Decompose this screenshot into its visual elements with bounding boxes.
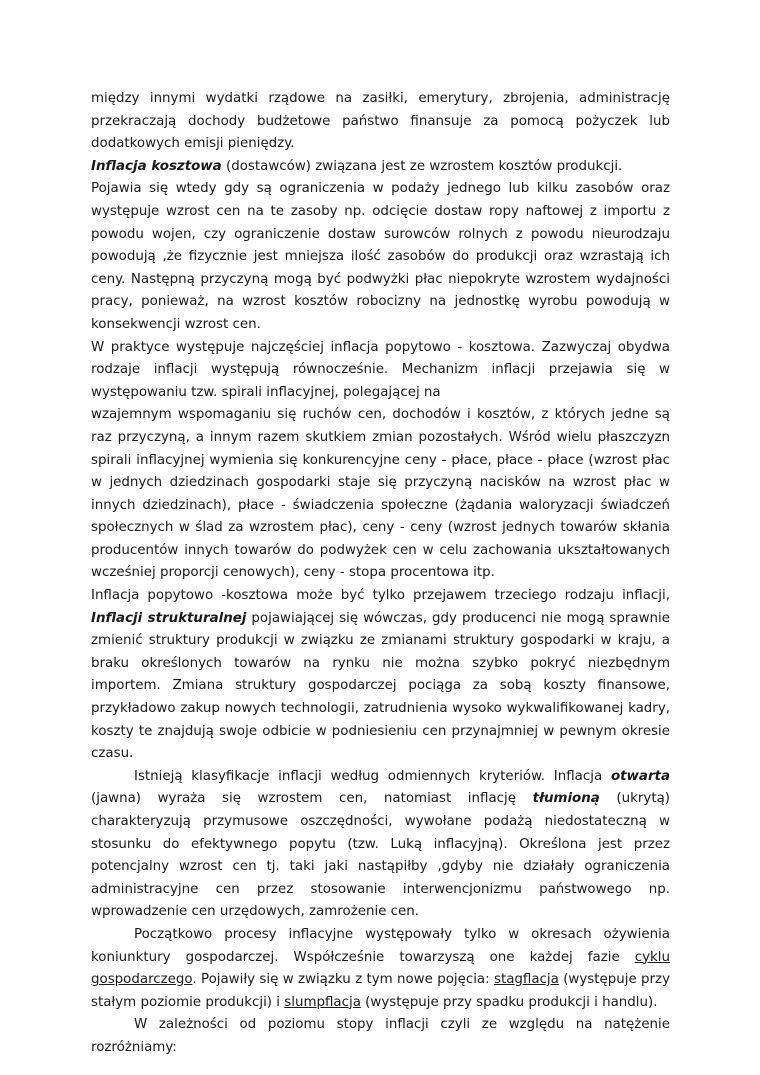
- paragraph-6: [91, 585, 670, 766]
- document-page: [91, 88, 670, 1060]
- term-otwarta: otwarta: [610, 768, 670, 784]
- text-run: . Pojawiły się w związku z tym nowe pojęcia:: [192, 972, 494, 988]
- paragraph-8: [91, 924, 670, 1014]
- text-run: (występuje przy spadku produkcji i handlu).: [360, 994, 658, 1010]
- link-stagflacja[interactable]: stagflacja: [493, 972, 559, 988]
- term-tlumiona: tłumioną: [532, 791, 600, 807]
- term-inflacji-strukturalnej: Inflacji strukturalnej: [91, 610, 247, 626]
- paragraph-7: [91, 766, 670, 924]
- text-run: W zależności od poziomu stopy inflacji czyli ze względu na natężenie rozróżniamy:: [91, 1017, 670, 1055]
- paragraph-9: [91, 1014, 670, 1059]
- text-run: między innymi wydatki rządowe na zasiłki, emerytury, zbrojenia, administrację przekraczają dochody budżetowe państwo finansuje za pomocą pożyczek lub dodatkowych emisji pieniędzy.: [91, 91, 670, 152]
- text-run: (występuje przy stałym poziomie produkcji) i: [91, 972, 670, 1010]
- text-run: W praktyce występuje najczęściej inflacja popytowo - kosztowa. Zazwyczaj obydwa rodzaje inflacji występują równocześnie. Mechanizm inflacji przejawia się w występowaniu tzw. spirali inflacyjnej, polegającej na: [91, 339, 670, 400]
- text-run: pojawiającej się wówczas, gdy producenci nie mogą sprawnie zmienić struktury produkcji w związku ze zmianami struktury gospodarki w kraju, a braku określonych towarów na rynku nie można szybko pokryć niezbędnym importem. Zmiana struktury gospodarczej pociąga za sobą koszty finansowe, przykładowo zakup nowych technologii, zatrudnienia wysoko wykwalifikowanej kadry, koszty te znajdują swoje odbicie w podniesieniu cen przynajmniej w pewnym okresie czasu.: [91, 610, 670, 762]
- text-run: Istnieją klasyfikacje inflacji według odmiennych kryteriów. Inflacja: [134, 768, 611, 784]
- paragraph-5: [91, 404, 670, 585]
- link-slumpflacja[interactable]: slumpflacja: [284, 994, 361, 1010]
- text-run: wzajemnym wspomaganiu się ruchów cen, dochodów i kosztów, z których jedne są raz przyczyną, a innym razem skutkiem zmian pozostałych. Wśród wielu płaszczyzn spirali inflacyjnej wymienia się konkurencyjne ceny - płace, płace - płace (wzrost płac w jednych dziedzinach gospodarki staje się przyczyną nacisków na wzrost płac w innych dziedzinach), płace - świadczenia społeczne (żądania waloryzacji świadczeń społecznych w ślad za wzrostem płac), ceny - ceny (wzrost jednych towarów skłania producentów innych towarów do podwyżek cen w celu zachowania ukształtowanych wcześniej proporcji cenowych), ceny - stopa procentowa itp.: [91, 407, 670, 581]
- paragraph-4: [91, 337, 670, 405]
- text-run: Inflacja popytowo -kosztowa może być tylko przejawem trzeciego rodzaju inflacji,: [91, 588, 670, 604]
- term-inflacja-kosztowa: Inflacja kosztowa: [91, 158, 222, 174]
- text-run: (jawna) wyraża się wzrostem cen, natomiast inflację: [91, 791, 533, 807]
- link-cyklu-gospodarczego[interactable]: cyklu gospodarczego: [91, 949, 670, 988]
- paragraph-1: [91, 88, 670, 156]
- text-run: Początkowo procesy inflacyjne występowały tylko w okresach ożywienia koniunktury gospodarczej. Współcześnie towarzyszą one każdej fazie: [91, 926, 670, 965]
- text-run: (ukrytą) charakteryzują przymusowe oszczędności, wywołane podażą niedostateczną w stosunku do efektywnego popytu (tzw. Luką inflacyjną). Określona jest przez potencjalny wzrost cen tj. taki jaki nastąpiłby ,gdyby nie działały ograniczenia administracyjne cen przez stosowanie interwencjonizmu państwowego np. wprowadzenie cen urzędowych, zamrożenie cen.: [91, 791, 670, 920]
- text-run: (dostawców) związana jest ze wzrostem kosztów produkcji.: [221, 158, 623, 174]
- text-run: Pojawia się wtedy gdy są ograniczenia w podaży jednego lub kilku zasobów oraz występuje wzrost cen na te zasoby np. odcięcie dostaw ropy naftowej z importu z powodu wojen, czy ograniczenie dostaw surowców rolnych z powodu nieurodzaju powodują ,że fizycznie jest mniejsza ilość zasobów do produkcji oraz wzrastają ich ceny. Następną przyczyną mogą być podwyżki płac niepokryte wzrostem wydajności pracy, ponieważ, na wzrost kosztów robocizny na jednostkę wyrobu powodują w konsekwencji wzrost cen.: [91, 181, 670, 332]
- paragraph-3: [91, 178, 670, 336]
- paragraph-2: [91, 156, 670, 179]
